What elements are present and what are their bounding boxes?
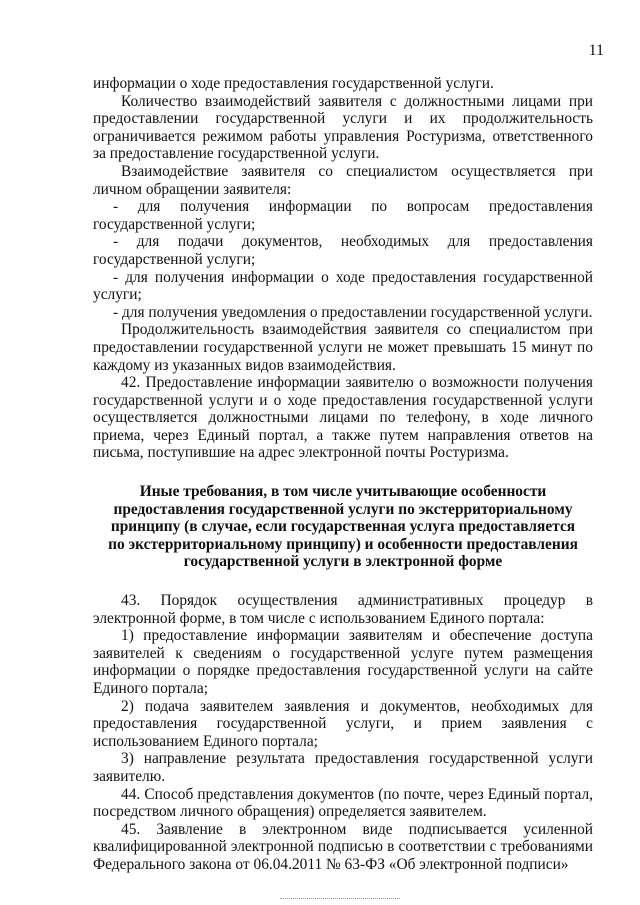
list-item: - для получения информации о ходе предоставления государственной услуги; — [93, 268, 593, 304]
list-item: 2) подача заявителем заявления и документов, необходимых для предоставления государственной услуги, и прием заявления с использованием Единого портала; — [93, 697, 593, 750]
section-heading: Иные требования, в том числе учитывающие особенности предоставления государственной услуги по экстерриториальному принципу (в случае, если государственная услуга предоставляется по экстерриториальному принципу) и особенности предоставления государственной услуги в электронной форме — [108, 483, 578, 571]
footer-divider — [280, 898, 400, 899]
paragraph: 42. Предоставление информации заявителю о возможности получения государственной услуги и о ходе предоставления государственной услуги осуществляется должностными лицами по телефону, в ходе личного приема, через Единый портал, а также путем направления ответов на письма, поступившие на адрес электронной почты Ростуризма. — [93, 374, 593, 462]
paragraph: 43. Порядок осуществления административных процедур в электронной форме, в том числе с использованием Единого портала: — [93, 592, 593, 627]
paragraph: 44. Способ представления документов (по почте, через Единый портал, посредством личного обращения) определяется заявителем. — [93, 785, 593, 821]
list-item: - для получения уведомления о предоставлении государственной услуги. — [113, 303, 593, 321]
paragraph: 45. Заявление в электронном виде подписывается усиленной квалифицированной электронной подписью в соответствии с требованиями Федерального закона от 06.04.2011 № 63-ФЗ «Об электронной подписи» — [93, 820, 593, 873]
page-number: 11 — [588, 42, 604, 59]
list-item: 3) направление результата предоставления государственной услуги заявителю. — [93, 750, 593, 785]
list-item: - для получения информации по вопросам предоставления государственной услуги; — [93, 198, 593, 233]
paragraph: Взаимодействие заявителя со специалистом осуществляется при личном обращении заявителя: — [93, 162, 593, 198]
list-item: - для подачи документов, необходимых для предоставления государственной услуги; — [93, 233, 593, 268]
paragraph: Продолжительность взаимодействия заявителя со специалистом при предоставлении государственной услуги не может превышать 15 минут по каждому из указанных видов взаимодействия. — [93, 321, 593, 374]
document-body — [93, 75, 593, 874]
paragraph: информации о ходе предоставления государственной услуги. — [93, 75, 494, 92]
paragraph: Количество взаимодействий заявителя с должностными лицами при предоставлении государственной услуги и их продолжительность ограничивается режимом работы управления Ростуризма, ответственного за предоставление государственной услуги. — [93, 92, 593, 163]
list-item: 1) предоставление информации заявителям и обеспечение доступа заявителей к сведениям о государственной услуге путем размещения информации о порядке предоставления государственной услуги на сайте Единого портала; — [93, 627, 593, 697]
